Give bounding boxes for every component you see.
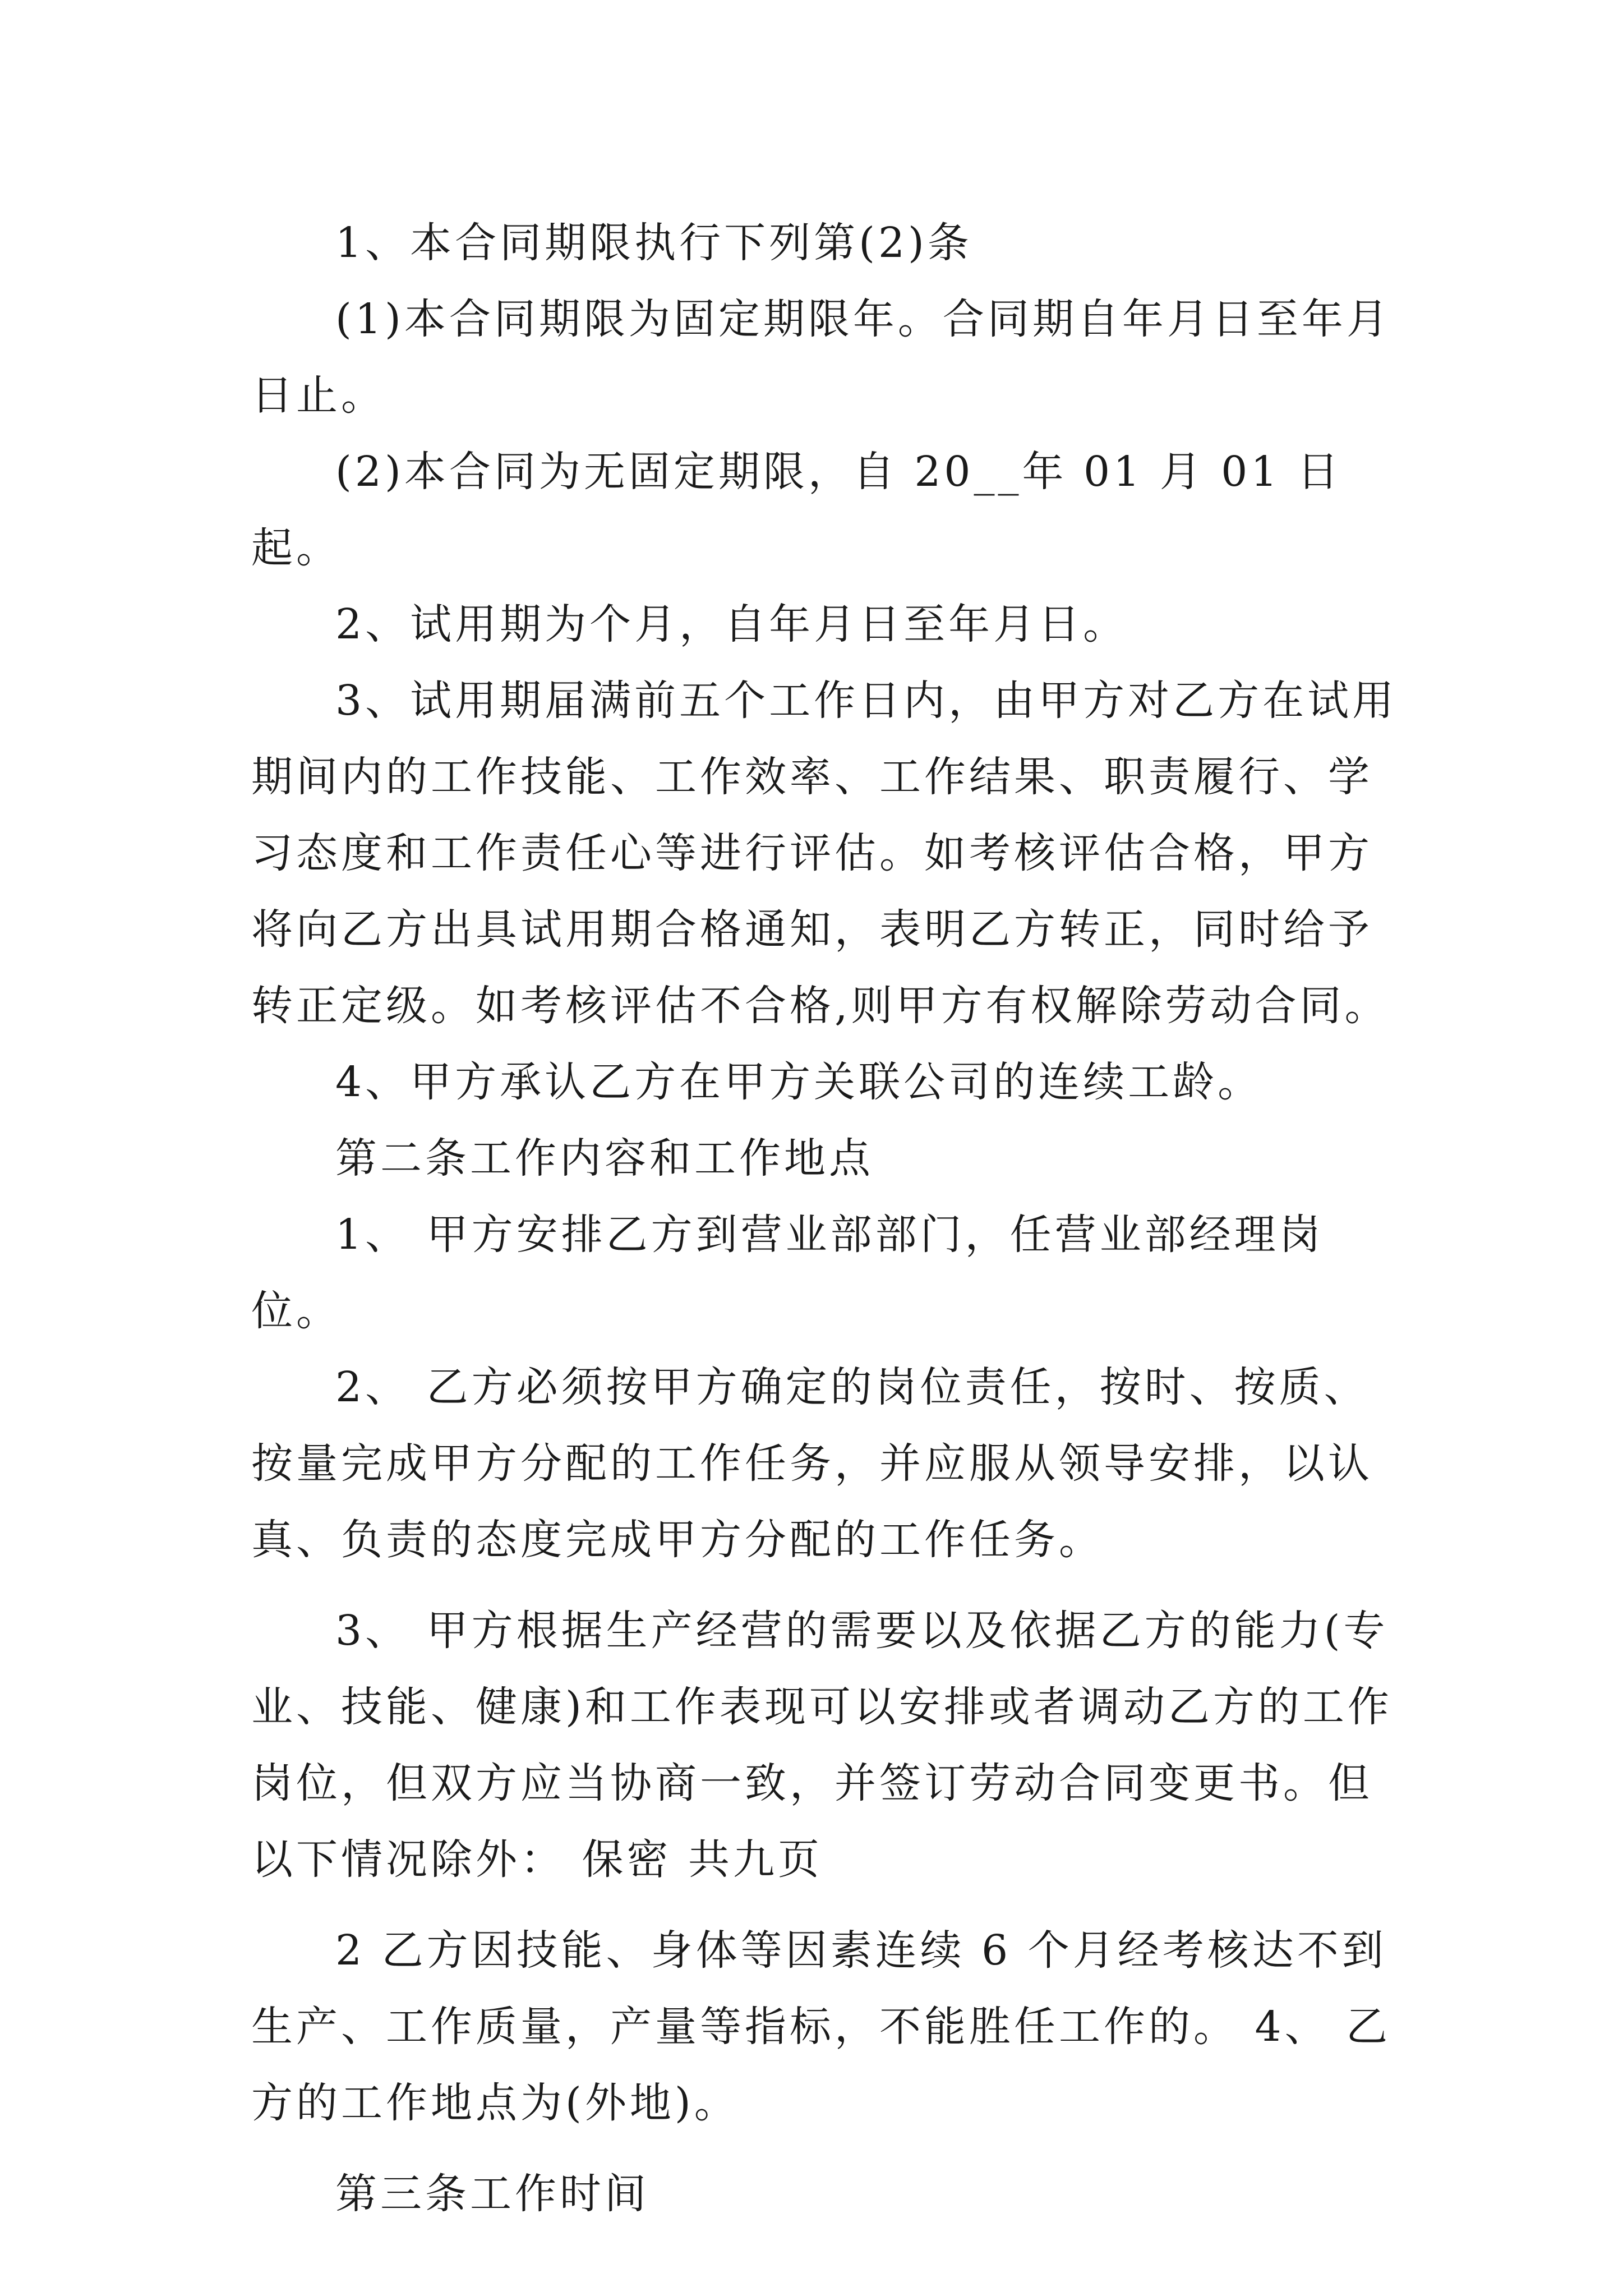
contract-text [251,205,1401,2232]
paragraph-open-term: (2)本合同为无固定期限，自 20__年 01 月 01 日起。 [251,448,1342,572]
paragraph-exception-location: 2 乙方因技能、身体等因素连续 6 个月经考核达不到生产、工作质量，产量等指标，不能胜任工作的。 4、 乙方的工作地点为(外地)。 [251,1926,1391,2127]
paragraph-term-clause: 1、本合同期限执行下列第(2)条 [335,219,972,267]
paragraph-seniority: 4、甲方承认乙方在甲方关联公司的连续工龄。 [335,1058,1263,1106]
paragraph-probation-period: 2、试用期为个月，自年月日至年月日。 [335,600,1128,648]
section-heading-work-content: 第二条工作内容和工作地点 [335,1134,874,1182]
paragraph-probation-evaluation: 3、试用期届满前五个工作日内，由甲方对乙方在试用期间内的工作技能、工作效率、工作结果、职责履行、学习态度和工作责任心等进行评估。如考核评估合格，甲方将向乙方出具试用期合格通知，表明乙方转正，同时给予转正定级。如考核评估不合格,则甲方有权解除劳动合同。 [251,677,1398,1030]
paragraph-reassignment: 3、 甲方根据生产经营的需要以及依据乙方的能力(专业、技能、健康)和工作表现可以安排或者调动乙方的工作岗位，但双方应当协商一致，并签订劳动合同变更书。但以下情况除外： 保密 共九页 [251,1607,1393,1884]
section-heading-work-time: 第三条工作时间 [335,2170,649,2218]
paragraph-position: 1、 甲方安排乙方到营业部部门，任营业部经理岗位。 [251,1211,1324,1335]
paragraph-duties: 2、 乙方必须按甲方确定的岗位责任，按时、按质、按量完成甲方分配的工作任务，并应服从领导安排，以认真、负责的态度完成甲方分配的工作任务。 [251,1363,1373,1564]
paragraph-fixed-term: (1)本合同期限为固定期限年。合同期自年月日至年月日止。 [251,295,1391,420]
